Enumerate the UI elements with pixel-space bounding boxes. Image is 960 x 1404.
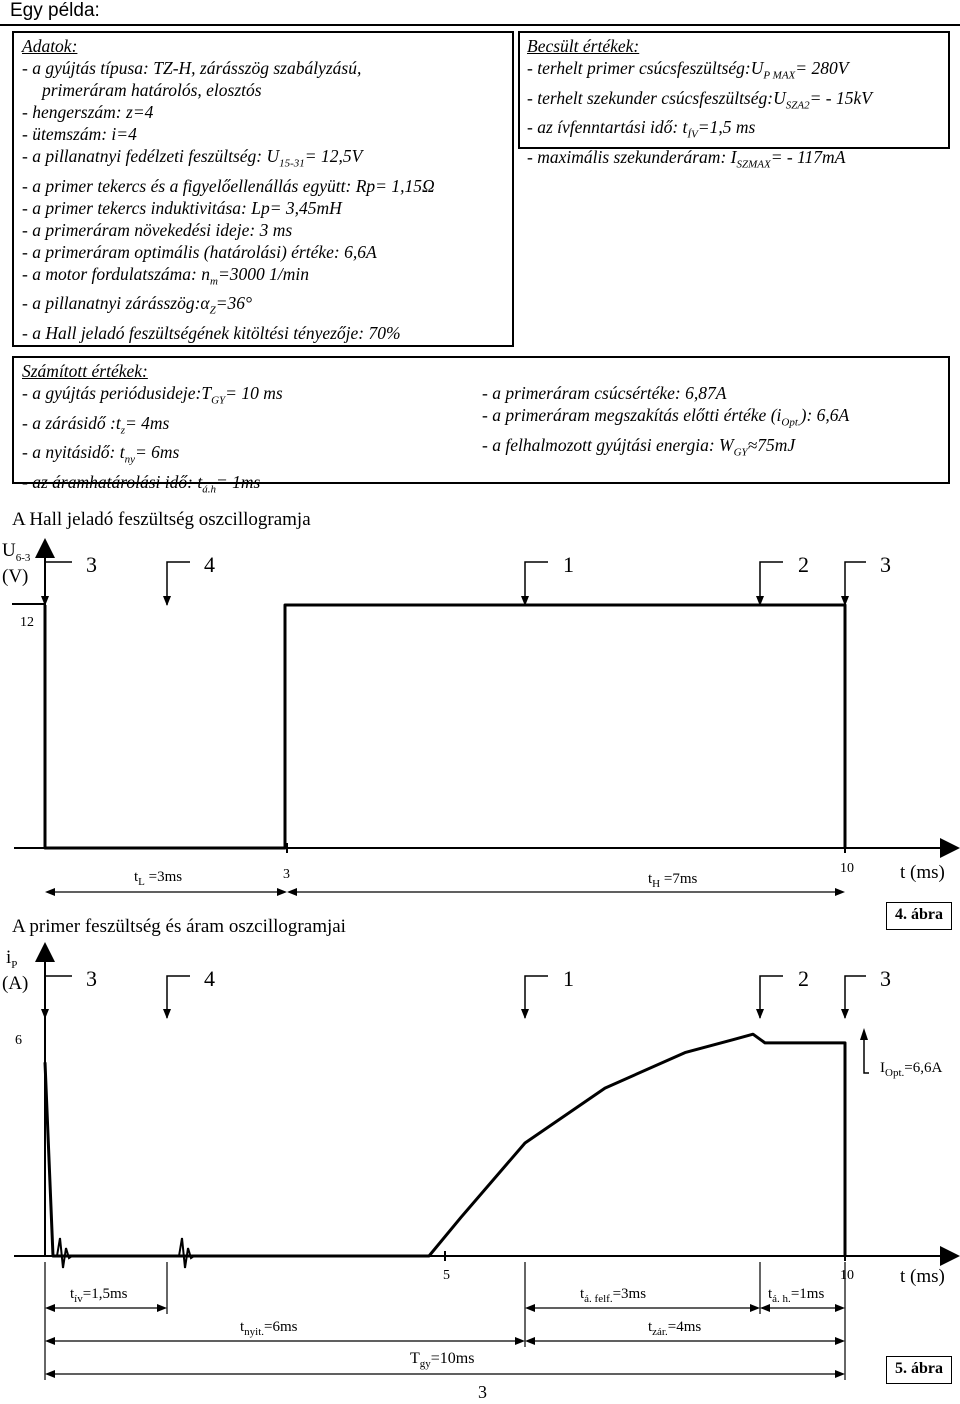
text: t xyxy=(70,1286,75,1302)
text: =4ms xyxy=(667,1319,702,1335)
hall-marker: 1 xyxy=(563,552,574,577)
text: t xyxy=(648,871,653,887)
ringing-oscillation xyxy=(57,1238,72,1268)
subscript: L xyxy=(138,876,145,888)
adatok-line: - a primer tekercs és a figyelőellenállás együtt: Rp= 1,15Ω xyxy=(22,175,435,196)
text: t xyxy=(134,869,139,885)
text: = 10 ms xyxy=(225,383,283,403)
text: =3ms xyxy=(612,1286,647,1302)
subscript: á.h xyxy=(202,483,216,495)
text: =1ms xyxy=(790,1286,825,1302)
hall-trace-group xyxy=(45,605,845,848)
hall-xtick: 10 xyxy=(840,861,854,876)
dim-arrow xyxy=(287,888,297,896)
primer-flag-head xyxy=(841,1009,849,1019)
primer-flag-head xyxy=(756,1009,764,1019)
text: = - 117mA xyxy=(770,146,846,167)
text: t xyxy=(240,1319,245,1335)
adatok-line: - a primer tekercs induktivitása: Lp= 3,45mH xyxy=(22,197,342,218)
hall-xtick: 3 xyxy=(283,867,290,882)
dim-arrow xyxy=(835,888,845,896)
text: - a pillanatnyi zárásszög:α xyxy=(22,293,210,313)
adatok-line: - ütemszám: i=4 xyxy=(22,124,137,144)
text: - a primeráram csúcsértéke: 6,87A xyxy=(482,383,727,403)
subscript: 6-3 xyxy=(15,551,31,564)
hall-marker: 4 xyxy=(204,552,215,577)
text: - a primeráram megszakítás előtti értéke (i xyxy=(482,405,782,425)
primer-flag xyxy=(525,976,548,1018)
hall-marker: 2 xyxy=(798,552,809,577)
adatok-line: - a gyújtás típusa: TZ-H, zárásszög szabályzású, xyxy=(22,58,362,78)
text: i xyxy=(6,947,12,968)
dim-arrow xyxy=(45,1337,55,1345)
adatok-line: - a Hall jeladó feszültségének kitöltési tényezője: 70% xyxy=(22,322,401,343)
hall-yunit: (V) xyxy=(2,566,29,587)
primer-xtick: 10 xyxy=(840,1268,854,1283)
text: =1,5ms xyxy=(82,1286,128,1302)
text: =10ms xyxy=(430,1350,475,1367)
primer-flag xyxy=(167,976,190,1018)
text: ≈75mJ xyxy=(747,434,796,455)
subscript: Opt. xyxy=(781,416,801,429)
primer-flag xyxy=(45,976,72,1018)
text: - az áramhatárolási idő: t xyxy=(22,471,203,492)
primer-chart-title: A primer feszültség és áram oszcillogramjai xyxy=(12,916,346,937)
text: =7ms xyxy=(660,871,698,887)
dim-arrow xyxy=(750,1304,760,1312)
text: =3ms xyxy=(144,869,183,885)
becsult-heading: Becsült értékek: xyxy=(527,36,640,56)
dim-arrow xyxy=(45,888,55,896)
primer-flag-head xyxy=(41,1009,49,1019)
primer-ytick: 6 xyxy=(15,1033,22,1048)
subscript: SZA2 xyxy=(785,99,810,111)
page-title-text: Egy példa: xyxy=(10,0,100,21)
dim-arrow xyxy=(45,1304,55,1312)
subscript: z xyxy=(120,424,125,436)
adatok-heading: Adatok: xyxy=(22,36,78,56)
hall-marker: 3 xyxy=(880,552,891,577)
primer-xtick: 5 xyxy=(443,1268,450,1283)
subscript: SZMAX xyxy=(736,158,771,170)
subscript: ny xyxy=(124,453,135,466)
hall-flag xyxy=(45,562,72,605)
adatok-line: primeráram határolós, elosztós xyxy=(42,80,262,100)
text: - a felhalmozott gyújtási energia: W xyxy=(482,434,734,455)
subscript: ÍV xyxy=(687,128,698,141)
dim-arrow xyxy=(525,1304,535,1312)
text: =1,5 ms xyxy=(697,117,756,137)
subscript: gy xyxy=(419,1358,431,1371)
dim-arrow xyxy=(835,1337,845,1345)
text: = 12,5V xyxy=(304,146,363,166)
hall-axes xyxy=(12,548,950,853)
primer-flag-head xyxy=(521,1009,529,1019)
primer-flag-head xyxy=(163,1009,171,1019)
text: - a zárásidő :t xyxy=(22,412,121,433)
adatok-line: - hengerszám: z=4 xyxy=(22,102,154,122)
subscript: á. felf. xyxy=(584,1293,613,1305)
primer-flag-heads xyxy=(41,1009,849,1019)
hall-marker: 3 xyxy=(86,552,97,577)
dim-arrow xyxy=(157,1304,167,1312)
hall-flag xyxy=(845,562,866,605)
text: 5. ábra xyxy=(895,1360,943,1377)
primer-current-curve xyxy=(45,1034,845,1256)
primer-marker: 1 xyxy=(563,966,574,991)
bottom-tick: 3 xyxy=(478,1382,487,1402)
text: = - 15kV xyxy=(809,87,872,108)
subscript: nyit. xyxy=(244,1326,265,1338)
adatok-line: - a primeráram növekedési ideje: 3 ms xyxy=(22,219,293,240)
dim-arrow xyxy=(525,1337,535,1345)
subscript: GY xyxy=(733,446,748,458)
hall-square-wave xyxy=(45,605,845,848)
text: =3000 1/min xyxy=(217,263,309,284)
text: - maximális szekunderáram: I xyxy=(527,146,737,167)
text: - terhelt szekunder csúcsfeszültség:U xyxy=(527,87,786,108)
dim-arrow xyxy=(277,888,287,896)
primer-marker: 2 xyxy=(798,966,809,991)
dim-arrow xyxy=(45,1370,55,1378)
subscript: P MAX xyxy=(763,69,796,82)
text: =6,6A xyxy=(904,1060,943,1076)
subscript: H xyxy=(652,878,661,890)
text: ): 6,6A xyxy=(800,405,850,425)
primer-flag xyxy=(845,976,866,1018)
dim-arrow xyxy=(835,1370,845,1378)
subscript: ív xyxy=(74,1293,83,1305)
primer-marker: 3 xyxy=(880,966,891,991)
text: t xyxy=(580,1286,585,1302)
dim-arrow xyxy=(835,1304,845,1312)
primer-xunit: t (ms) xyxy=(900,1266,945,1287)
primer-yunit: (A) xyxy=(2,973,29,994)
subscript: á. h. xyxy=(772,1293,791,1305)
text: = 6ms xyxy=(134,442,180,462)
ringing-oscillation xyxy=(179,1238,194,1268)
text: = 4ms xyxy=(124,412,170,433)
text: t xyxy=(768,1286,773,1302)
text: - az ívfenntartási idő: t xyxy=(527,117,688,137)
text: U xyxy=(2,540,16,561)
subscript: Z xyxy=(209,304,216,317)
dim-arrow xyxy=(760,1304,770,1312)
hall-chart-title: A Hall jeladó feszültség oszcillogramja xyxy=(12,509,311,530)
primer-marker: 4 xyxy=(204,966,215,991)
adatok-line: - a primeráram optimális (határolási) értéke: 6,6A xyxy=(22,241,377,262)
dim-arrow xyxy=(515,1337,525,1345)
subscript: 15-31 xyxy=(279,157,305,170)
text: = 1ms xyxy=(215,471,261,492)
subscript: m xyxy=(209,275,218,287)
hall-flag xyxy=(167,562,190,605)
primer-axes xyxy=(14,952,950,1261)
hall-xunit: t (ms) xyxy=(900,862,945,883)
primer-marker: 3 xyxy=(86,966,97,991)
hall-flag-head xyxy=(163,596,171,606)
subscript: zár. xyxy=(652,1326,668,1338)
text: - a motor fordulatszáma: n xyxy=(22,263,210,284)
text: = 280V xyxy=(795,58,849,78)
primer-flag xyxy=(760,976,783,1018)
text: =6ms xyxy=(264,1319,298,1335)
subscript: P xyxy=(11,958,18,971)
iopt-arrow-head xyxy=(860,1028,868,1040)
text: =36° xyxy=(215,293,253,313)
subscript: Opt. xyxy=(885,1067,905,1079)
text: 4. ábra xyxy=(895,906,943,923)
hall-flag xyxy=(525,562,548,605)
text: t xyxy=(648,1319,653,1335)
primer-dimension-lines xyxy=(45,1262,845,1380)
hall-flag xyxy=(760,562,783,605)
text: - a gyújtás periódusideje:T xyxy=(22,383,212,403)
text: I xyxy=(880,1060,885,1076)
hall-ytick: 12 xyxy=(20,615,34,630)
szamitott-heading: Számított értékek: xyxy=(22,361,148,381)
text: - terhelt primer csúcsfeszültség:U xyxy=(527,58,764,78)
primer-trace-group xyxy=(45,1034,845,1268)
subscript: GY xyxy=(211,394,226,407)
text: T xyxy=(410,1350,420,1367)
text: - a pillanatnyi fedélzeti feszültség: U xyxy=(22,146,280,166)
text: - a nyitásidő: t xyxy=(22,442,125,462)
